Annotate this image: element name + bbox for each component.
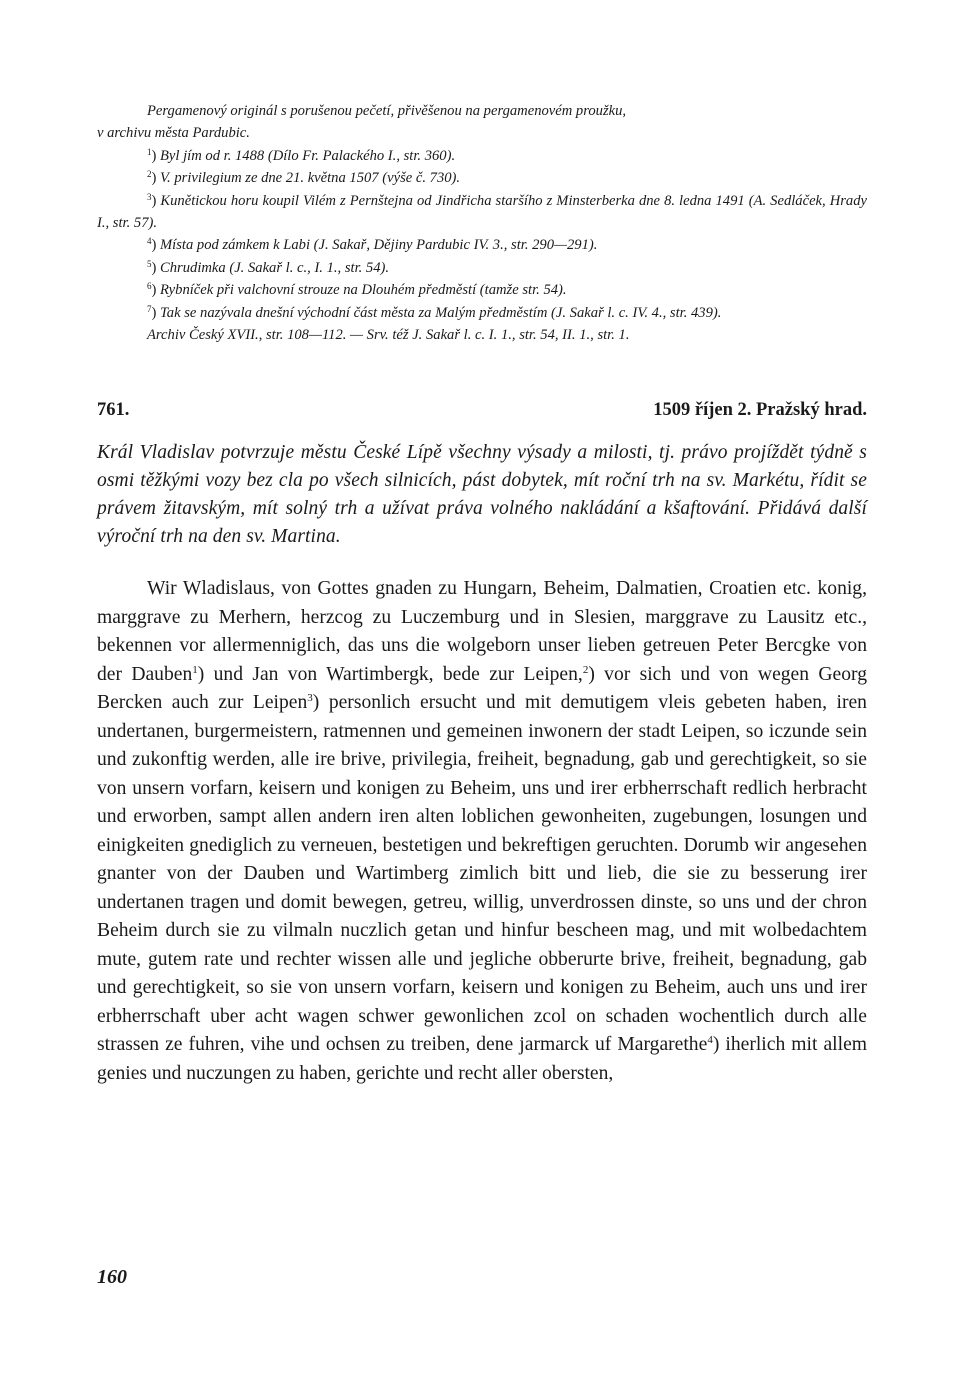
page (97, 100, 867, 1088)
footnote-number: 2 (147, 169, 152, 180)
footnote-item (97, 279, 867, 301)
footnote-ref-3: 3 (307, 692, 313, 705)
page-number: 160 (97, 1266, 127, 1288)
footnote-text: Chrudimka (J. Sakař l. c., I. 1., str. 54). (160, 259, 390, 276)
footnote-number: 5 (147, 258, 152, 269)
document-date-place: 1509 říjen 2. Pražský hrad. (653, 400, 867, 421)
footnote-paren: ) (151, 147, 161, 164)
footnote-text: Kunětickou horu koupil Vilém z Pernštejna od Jindřicha staršího z Minsterberka dne 8. ledna 1491 (A. Sedláček, Hrady I., str. 57). (97, 192, 867, 232)
intro-note-line1: Pergamenový originál s porušenou pečetí, přivěšenou na pergamenovém proužku, (147, 103, 627, 119)
footnote-text: Tak se nazývala dnešní východní část města za Malým předměstím (J. Sakař l. c. IV. 4., str. 439). (160, 304, 722, 321)
footnote-ref-2: 2 (582, 663, 589, 676)
footnote-item (97, 190, 867, 235)
footnote-ref-1: 1 (192, 663, 198, 676)
body-part-4: ) personlich ersucht und mit demutigem vleis gebeten haben, iren undertanen, burgermeistern, ratmennen und gemeinen inwonern der stadt Leipen, so iczunde sein und zukonftig werden, alle ire brive, privilegia, freiheit, begnadung, gab und gerechtigkeit, so sie von unsern vorfarn, keisern und konigen zu Beheim, uns und irer erbherrschaft redlich herbracht und erworben, sampt allen andern iren alten loblichen gewonheiten, zugebungen, losungen und einigkeiten gnediglich zu verneuen, bestetigen und bekreftigen geruchten. Dorumb wir angesehen gnanter von der Dauben und Wartimberg zimlich bitt und lieb, die sie zu besserung irer undertanen tragen und domit bewegen, getreu, willig, unverdrossen dinste, so uns und der chron Beheim durch sie zu vilmaln nuczlich getan und hinfur bescheen mag, und mit wolbedachtem mute, gutem rate und rechter wissen alle und jegliche obberurte brive, freiheit, begnadung, gab und gerechtigkeit, so sie von unsern vorfarn, keisern und konigen zu Beheim, auch uns und irer erbherrschaft uber acht wagen schwer gewonlichen zcol on schaden wochentlich durch alle strassen ze fuhren, vihe und ochsen zu treiben, dene jarmarck uf Margarethe (97, 692, 867, 1056)
notes-section (97, 100, 867, 346)
footnote-item (97, 302, 867, 324)
footnote-paren: ) (151, 259, 161, 276)
footnote-item (97, 234, 867, 256)
footnote-paren: ) (151, 170, 161, 187)
footnote-number: 7 (147, 303, 152, 314)
footnote-number: 4 (147, 236, 152, 247)
footnote-ref-4: 4 (707, 1034, 713, 1047)
footnote-paren: ) (151, 282, 161, 299)
archive-reference: Archiv Český XVII., str. 108—112. — Srv. též J. Sakař l. c. I. 1., str. 54, II. 1., str. 1. (147, 327, 630, 344)
intro-note (97, 100, 867, 145)
document-body (97, 575, 867, 1088)
footnote-item (97, 257, 867, 279)
footnote-item (97, 167, 867, 189)
footnote-paren: ) (151, 304, 161, 321)
body-part-5: ) iherlich mit allem genies und nuczungen zu haben, gerichte und recht aller obersten, (97, 1034, 868, 1084)
footnote-number: 3 (147, 191, 152, 202)
footnote-text: V. privilegium ze dne 21. května 1507 (výše č. 730). (160, 170, 461, 187)
footnote-paren: ) (151, 237, 161, 254)
body-part-1: Wir Wladislaus, von Gottes gnaden zu Hungarn, Beheim, Dalmatien, Croatien etc. konig, marggrave zu Merhern, herzcog zu Luczemburg und in Slesien, marggrave zu Lausitz etc., bekennen vor allermenniglich, das uns die wolgeborn unser lieben getreuen Peter Bercgke von der Dauben (97, 578, 867, 685)
document-summary: Král Vladislav potvrzuje městu České Lípě všechny výsady a milosti, tj. právo projíždět týdně s osmi těžkými vozy bez cla po všech silnicích, pást dobytek, mít roční trh na sv. Markétu, řídit se právem žitavským, mít solný trh a užívat práva volného nakládání a kšaftování. Přidává další výroční trh na den sv. Martina. (97, 442, 867, 548)
footnote-text: Místa pod zámkem k Labi (J. Sakař, Dějiny Pardubic IV. 3., str. 290—291). (160, 237, 598, 254)
document-header (97, 400, 867, 421)
document-number: 761. (97, 400, 130, 421)
footnote-paren: ) (151, 192, 161, 209)
footnote-text: Byl jím od r. 1488 (Dílo Fr. Palackého I., str. 360). (160, 147, 456, 164)
footnote-list (97, 145, 867, 324)
body-part-2: ) und Jan von Wartimbergk, bede zur Leipen, (197, 663, 583, 685)
intro-note-line2: v archivu města Pardubic. (97, 125, 250, 142)
body-part-3: ) vor sich und von wegen Georg Bercken auch zur Leipen (97, 663, 867, 714)
footnote-number: 6 (147, 281, 152, 292)
footnote-text: Rybníček při valchovní strouze na Dlouhém předměstí (tamže str. 54). (160, 282, 567, 299)
footnote-item (97, 145, 867, 167)
footnote-number: 1 (147, 146, 152, 157)
